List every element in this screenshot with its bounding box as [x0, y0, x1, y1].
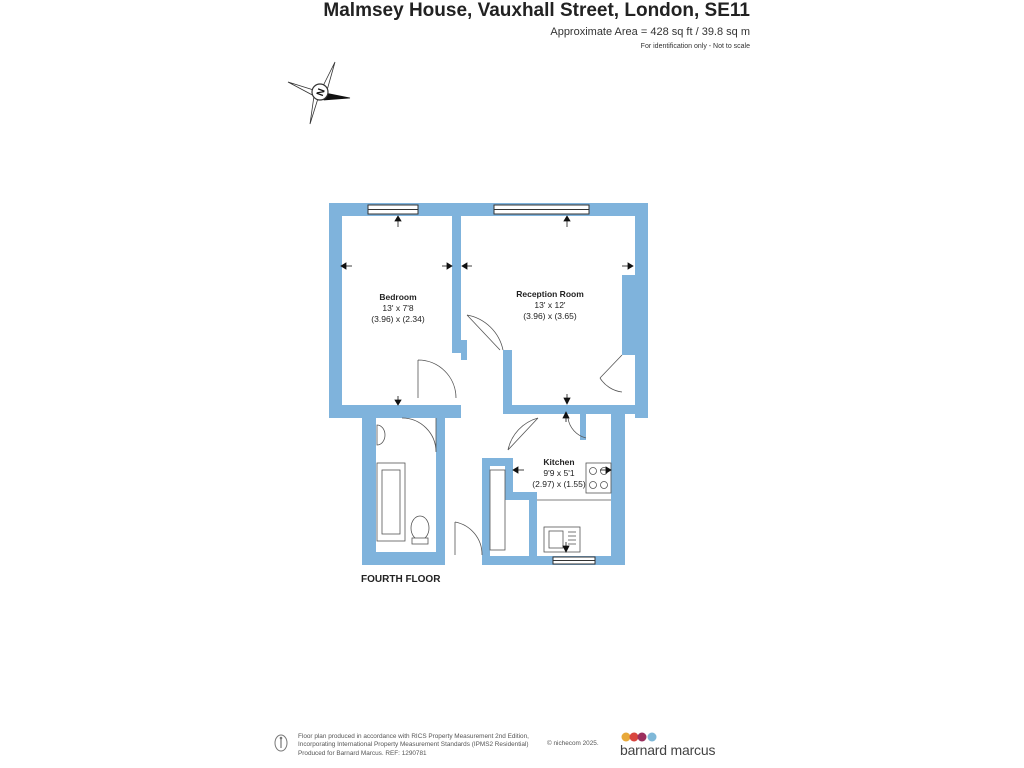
floor-label: FOURTH FLOOR — [361, 574, 441, 585]
cupboard-icon — [490, 470, 505, 550]
reception-name: Reception Room — [516, 289, 584, 299]
approximate-area: Approximate Area = 428 sq ft / 39.8 sq m — [550, 26, 750, 38]
reception-label — [516, 289, 584, 321]
property-address: Malmsey House, Vauxhall Street, London, SE11 — [323, 0, 750, 21]
compass-letter: N — [315, 87, 328, 98]
toilet-icon — [411, 516, 429, 540]
bedroom-label — [371, 292, 425, 324]
kitchen-name: Kitchen — [543, 457, 575, 467]
rics-badge-icon — [274, 734, 288, 752]
basin-icon — [377, 425, 385, 445]
footer-disclaimer — [298, 733, 558, 758]
reception-imperial: 13' x 12' — [534, 300, 566, 310]
bedroom-name: Bedroom — [379, 292, 417, 302]
footer-line: Produced for Barnard Marcus. REF: 1290781 — [298, 749, 427, 757]
footer-line: Floor plan produced in accordance with RICS Property Measurement 2nd Edition, — [298, 733, 529, 740]
bedroom-metric: (3.96) x (2.34) — [371, 314, 425, 324]
footer-line: Incorporating International Property Measurement Standards (IPMS2 Residential) — [298, 741, 529, 749]
footer-copyright: © nichecom 2025. — [547, 740, 599, 747]
brand-name: barnard marcus — [620, 742, 716, 758]
bedroom-imperial: 13' x 7'8 — [382, 303, 414, 313]
compass-rose-icon — [288, 62, 350, 124]
bath-inner — [382, 470, 400, 534]
identification-note: For identification only - Not to scale — [640, 43, 750, 50]
kitchen-imperial: 9'9 x 5'1 — [543, 468, 575, 478]
reception-metric: (3.96) x (3.65) — [523, 311, 577, 321]
kitchen-label — [532, 457, 586, 489]
kitchen-metric: (2.97) x (1.55) — [532, 479, 586, 489]
